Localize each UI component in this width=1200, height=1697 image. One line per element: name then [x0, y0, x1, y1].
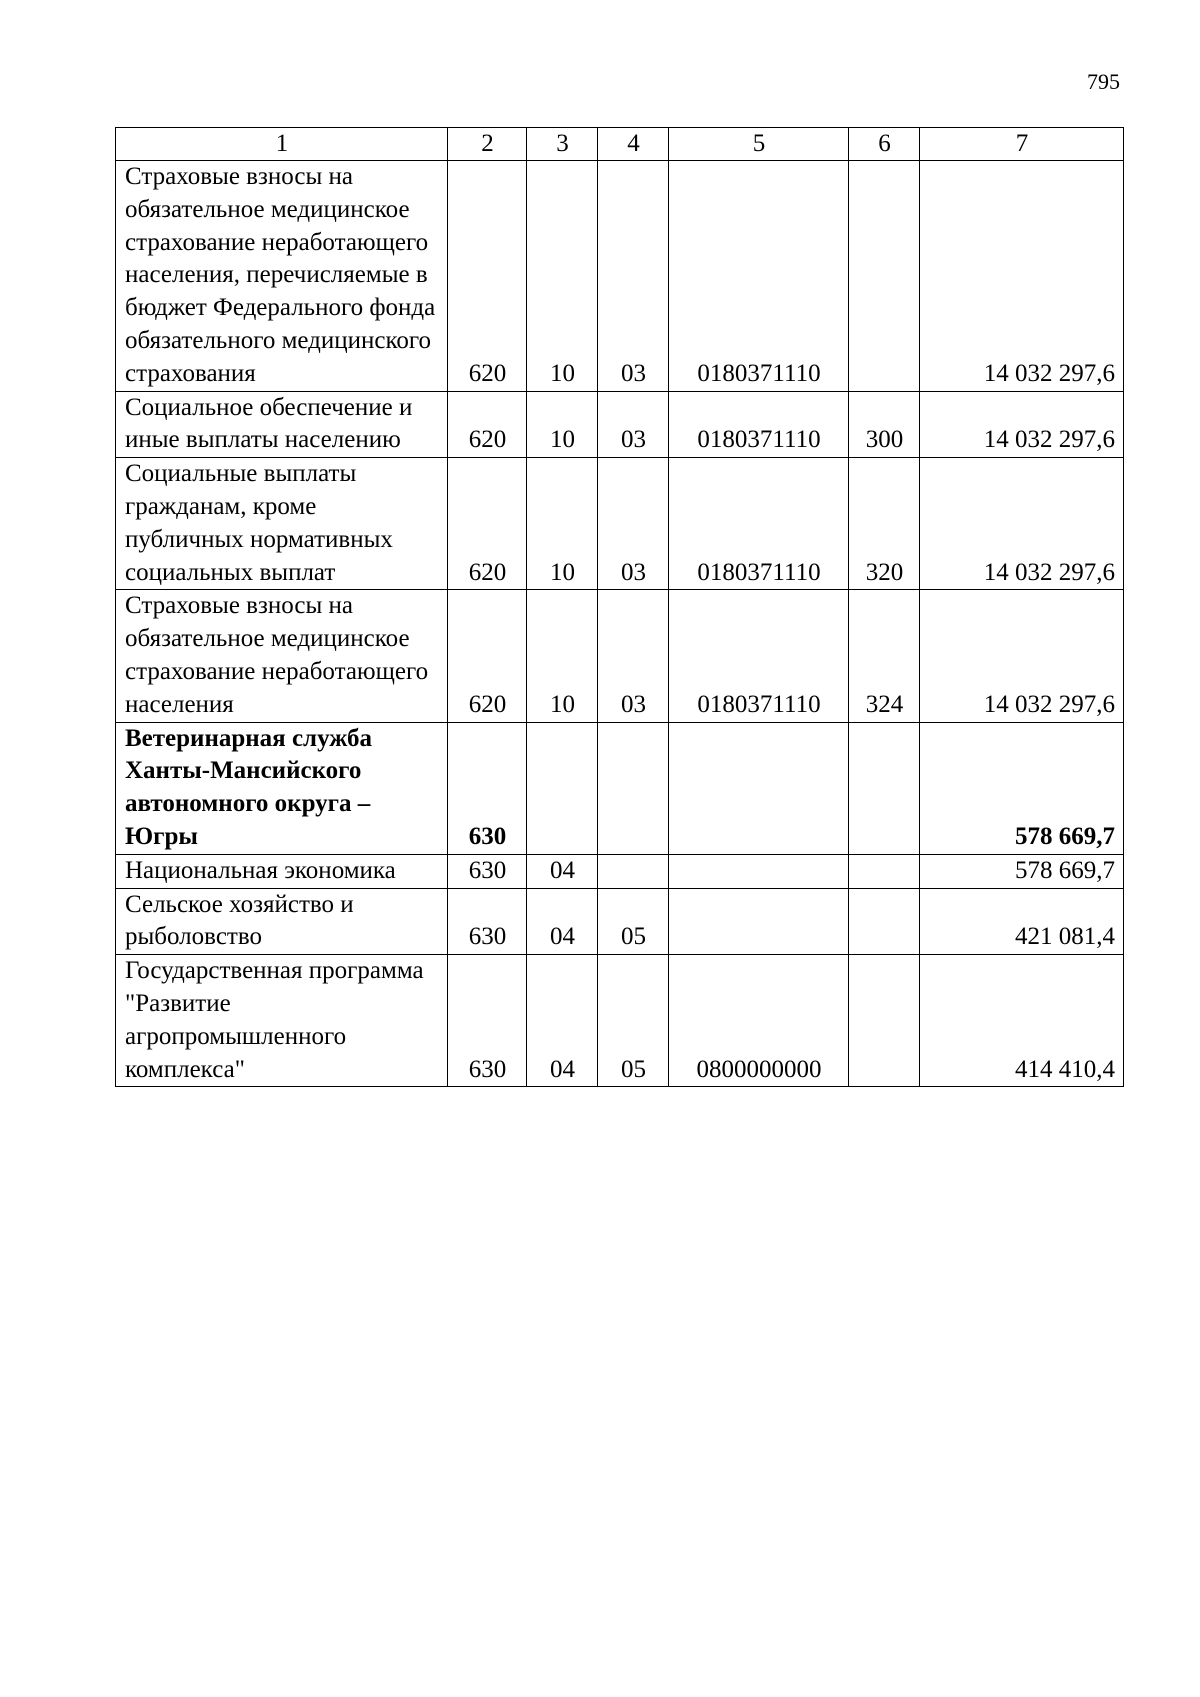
row-name-cell: Ветеринарная служба Ханты-Мансийского автономного округа – Югры [116, 722, 448, 854]
header-cell-5: 5 [669, 128, 849, 161]
row-name-cell: Социальное обеспечение и иные выплаты населению [116, 391, 448, 458]
expense-type-cell: 300 [849, 391, 920, 458]
header-cell-3: 3 [527, 128, 598, 161]
table-row [116, 955, 1124, 1087]
subsection-cell [598, 854, 669, 888]
section-cell: 04 [527, 888, 598, 955]
row-name-cell: Социальные выплаты гражданам, кроме публичных нормативных социальных выплат [116, 458, 448, 590]
amount-cell: 578 669,7 [920, 722, 1124, 854]
section-cell [527, 722, 598, 854]
amount-cell: 14 032 297,6 [920, 458, 1124, 590]
page-number: 795 [1087, 69, 1120, 94]
table-row [116, 854, 1124, 888]
section-cell: 10 [527, 458, 598, 590]
subsection-cell: 03 [598, 590, 669, 722]
row-name-cell: Государственная программа "Развитие агропромышленного комплекса" [116, 955, 448, 1087]
expense-type-cell: 324 [849, 590, 920, 722]
section-cell: 04 [527, 955, 598, 1087]
row-name-cell: Страховые взносы на обязательное медицинское страхование неработающего населения, перечисляемые в бюджет Федерального фонда обязательного медицинского страхования [116, 161, 448, 392]
subsection-cell: 05 [598, 955, 669, 1087]
target-article-cell: 0180371110 [669, 161, 849, 392]
row-name-cell: Сельское хозяйство и рыболовство [116, 888, 448, 955]
target-article-cell: 0180371110 [669, 458, 849, 590]
subsection-cell [598, 722, 669, 854]
row-name-cell: Национальная экономика [116, 854, 448, 888]
table-row [116, 161, 1124, 392]
expense-type-cell [849, 722, 920, 854]
target-article-cell: 0180371110 [669, 590, 849, 722]
table-row-department [116, 722, 1124, 854]
header-cell-7: 7 [920, 128, 1124, 161]
subsection-cell: 05 [598, 888, 669, 955]
expense-type-cell [849, 854, 920, 888]
section-cell: 04 [527, 854, 598, 888]
section-cell: 10 [527, 590, 598, 722]
budget-table [115, 127, 1124, 1087]
target-article-cell [669, 854, 849, 888]
admin-code-cell: 620 [448, 161, 527, 392]
table-row [116, 391, 1124, 458]
admin-code-cell: 620 [448, 458, 527, 590]
table-header-row [116, 128, 1124, 161]
admin-code-cell: 630 [448, 722, 527, 854]
subsection-cell: 03 [598, 391, 669, 458]
admin-code-cell: 620 [448, 590, 527, 722]
target-article-cell [669, 888, 849, 955]
target-article-cell: 0180371110 [669, 391, 849, 458]
amount-cell: 421 081,4 [920, 888, 1124, 955]
admin-code-cell: 630 [448, 955, 527, 1087]
table-row [116, 590, 1124, 722]
target-article-cell [669, 722, 849, 854]
expense-type-cell [849, 955, 920, 1087]
expense-type-cell [849, 161, 920, 392]
header-cell-1: 1 [116, 128, 448, 161]
target-article-cell: 0800000000 [669, 955, 849, 1087]
header-cell-4: 4 [598, 128, 669, 161]
header-cell-2: 2 [448, 128, 527, 161]
admin-code-cell: 630 [448, 888, 527, 955]
row-name-cell: Страховые взносы на обязательное медицинское страхование неработающего населения [116, 590, 448, 722]
expense-type-cell: 320 [849, 458, 920, 590]
section-cell: 10 [527, 391, 598, 458]
table-row [116, 458, 1124, 590]
table-row [116, 888, 1124, 955]
admin-code-cell: 630 [448, 854, 527, 888]
section-cell: 10 [527, 161, 598, 392]
expense-type-cell [849, 888, 920, 955]
amount-cell: 414 410,4 [920, 955, 1124, 1087]
amount-cell: 14 032 297,6 [920, 161, 1124, 392]
subsection-cell: 03 [598, 161, 669, 392]
amount-cell: 14 032 297,6 [920, 590, 1124, 722]
amount-cell: 578 669,7 [920, 854, 1124, 888]
admin-code-cell: 620 [448, 391, 527, 458]
amount-cell: 14 032 297,6 [920, 391, 1124, 458]
subsection-cell: 03 [598, 458, 669, 590]
header-cell-6: 6 [849, 128, 920, 161]
